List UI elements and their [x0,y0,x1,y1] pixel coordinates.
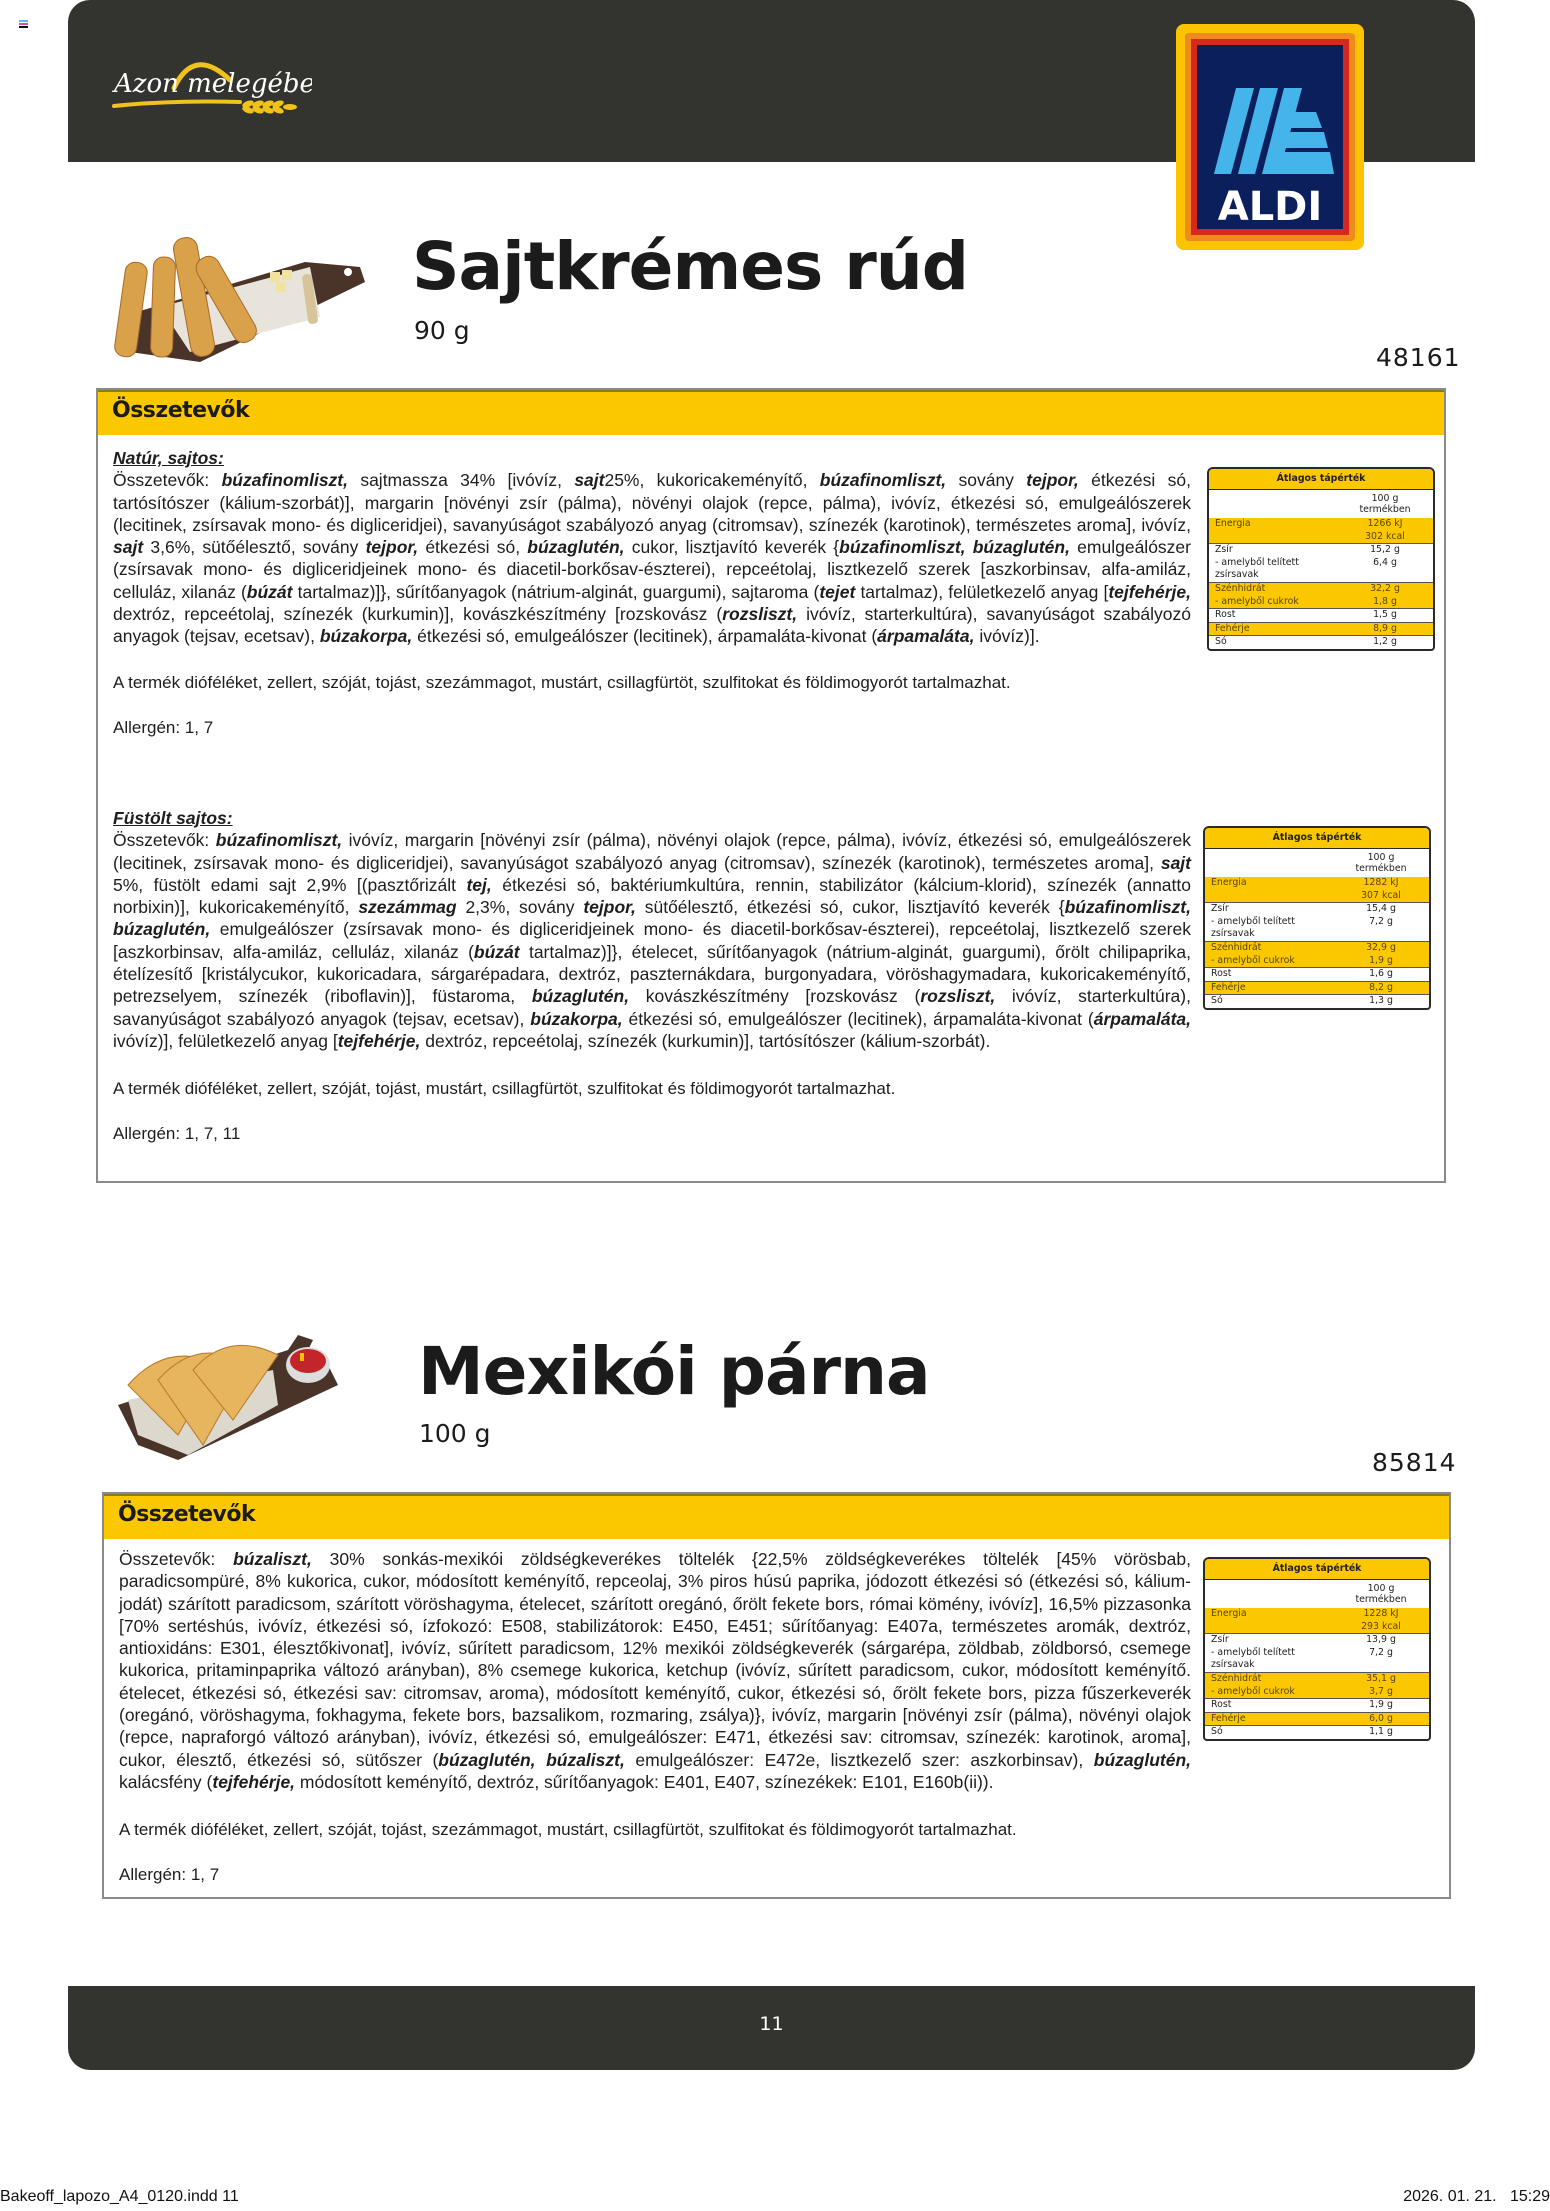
allergen-ingredient: sajt [1160,852,1191,873]
nutrition-value: 1,3 g [1369,995,1393,1007]
allergen-ingredient: búzakorpa, [319,626,413,647]
ingredients-prefix: Összetevők: [119,1549,234,1569]
nutrition-row [1205,1672,1429,1686]
nutrition-table-title: Átlagos tápérték [1205,828,1429,849]
nutrition-row [1209,543,1433,557]
nutrition-row [1205,1621,1429,1634]
nutrition-row [1205,955,1429,968]
nutrition-row [1205,1633,1429,1647]
nutrition-label: Só [1211,995,1223,1007]
nutrition-label: - amelyből cukrok [1215,595,1299,607]
nutrition-value: 15,2 g [1370,544,1400,556]
allergen-ingredient: árpamaláta, [877,626,975,647]
allergen-ingredient: tej, [466,874,492,895]
brand-script-text: Azon melegében [114,69,312,99]
allergen-ingredient: búzafinomliszt, búzaglutén, [113,897,1191,940]
nutrition-label [1211,1621,1337,1634]
nutrition-value: 6,4 g [1373,556,1397,568]
product-code: 85814 [1372,1448,1457,1477]
nutrition-row [1209,518,1433,531]
allergen-ingredient: szezámmag [358,897,457,918]
may-contain-note: A termék dióféléket, zellert, szóját, tojást, mustárt, csillagfürtöt, szulfitokat és földimogyorót tartalmazhat. [113,1079,896,1098]
product-title: Sajtkrémes rúd [412,228,969,305]
nutrition-label: Energia [1215,518,1251,529]
nutrition-row [1205,994,1429,1008]
allergen-ingredient: tejfehérje, [1108,581,1192,602]
nutrition-table-title: Átlagos tápérték [1209,469,1433,490]
nutrition-row [1205,1698,1429,1712]
page-number: 11 [759,2013,784,2035]
nutrition-label: Energia [1211,1608,1247,1619]
nutrition-value: 1,5 g [1373,609,1397,621]
allergen-ingredient: búzakorpa, [530,1008,623,1029]
allergen-ingredient: búzafinomliszt, búzaglutén, [839,537,1070,558]
nutrition-value: 32,2 g [1370,582,1400,594]
nutrition-row [1205,1686,1429,1699]
nutrition-value: 13,9 g [1366,1634,1396,1646]
variant-name: Natúr, sajtos: [113,448,224,468]
nutrition-per-header: 100 g termékben [1355,1583,1407,1605]
nutrition-value: 1,2 g [1373,636,1397,648]
nutrition-per-header: 100 g termékben [1359,493,1411,515]
variant-name: Füstölt sajtos: [113,808,233,828]
nutrition-label: - amelyből telített zsírsavak [1211,1646,1295,1671]
nutrition-value: 1282 kJ [1363,877,1399,888]
allergen-ingredient: rozsliszt, [722,604,798,625]
nutrition-label: Rost [1211,968,1232,980]
nutrition-value: 302 kcal [1365,530,1405,542]
nutrition-row [1205,890,1429,903]
nutrition-table-title: Átlagos tápérték [1205,1559,1429,1580]
nutrition-value: 1,1 g [1369,1726,1393,1738]
allergen-ingredient: tejpor, [365,537,419,558]
allergen-ingredient: tejpor, [583,897,636,918]
nutrition-value: 293 kcal [1361,1620,1401,1632]
product-photo-sajtkremes-rud [110,222,380,367]
allergen-ingredient: búzaglutén, búzaliszt, [438,1749,625,1770]
nutrition-value: 1,8 g [1373,595,1397,607]
nutrition-label: Zsír [1211,1634,1229,1646]
nutrition-value: 1,9 g [1369,954,1393,966]
nutrition-label: Zsír [1215,544,1233,556]
product-photo-mexikoi-parna [108,1325,380,1460]
nutrition-row [1209,622,1433,636]
nutrition-label: Só [1215,636,1227,648]
nutrition-row [1205,1725,1429,1739]
ingredients-body: búzafinomliszt, ivóvíz, margarin [növényi zsír (pálma), növényi olajok (repce, pálma), ivóvíz, étkezési só, emulgeálószerek (lecitinek, zsírsavak mono- és digliceridjei), savanyúságot szabályozó anyag (citromsav), színezék (karotinok), természetes aroma], sajt 5%, füstölt edami sajt 2,9% [(pasztőrizált tej, étkezési só, baktériumkultúra, rennin, stabilizátor (kálcium-klorid), színezék (annatto norbixin)], kukoricakeményítő, szezámmag 2,3%, sovány tejpor, sütőélesztő, étkezési só, cukor, lisztjavító keverék {búzafinomliszt, búzaglutén, emulgeálószer (zsírsavak mono- és digliceridjeinek mono- és diacetil-borkősav-észterei), repceétolaj, lisztkezelő szerek [aszkorbinsav, alfa-amiláz, celluláz, xilanáz (búzát tartalmaz)]}, ételecet, sűrítőanyagok (nátrium-alginát, guargumi), őrölt chilipaprika, ételízesítő [kristálycukor, kukoricadara, sárgarépadara, dextróz, paszternákdara, burgonyadara, vöröshagymadara, kukoricakeményítő, petrezselyem, színezék (riboflavin)], füstaroma, búzaglutén, kovászkészítmény [rozskovász (rozsliszt, ivóvíz, starterkultúra), savanyúságot szabályozó anyagok (tejsav, ecetsav), búzakorpa, étkezési só, emulgeálószer (lecitinek), árpamaláta-kivonat (árpamaláta, ivóvíz)], felületkezelő anyag [tejfehérje, dextróz, repceétolaj, színezék (kurkumin)], tartósítószer (kálium-szorbát). [113,830,1191,1051]
product-code: 48161 [1376,343,1461,372]
ingredients-body: búzaliszt, 30% sonkás-mexikói zöldségkeverékes töltelék {22,5% zöldségkeverékes töltelék [45% vörösbab, paradicsompüré, 8% kukorica, cukor, módosított keményítő, repceolaj, 3% piros húsú paprika, jódozott étkezési só (étkezési só, kálium-jodát) szárított paradicsom, szárított vöröshagyma, ételecet, szárított oregánó, őrölt fekete bors, római kömény, ivóvíz], 16,5% pizzasonka [70% sertéshús, ivóvíz, étkezési só, ízfokozó: E508, stabilizátorok: E450, E451; sűrítőanyag: E407a, természetes aromák, dextróz, antioxidáns: E301, élesztőkivonat], ivóvíz, sűrített paradicsom, 12% mexikói zöldségkeverék (sárgarépa, zöldbab, zöldborsó, csemege kukorica, pritaminpaprika változó arányban), 8% csemege kukorica, ketchup (ivóvíz, sűrített paradicsom, cukor, módosított keményítő. ételecet, étkezési só, étkezési sav: citromsav, aroma), módosított keményítő, cukor, étkezési só, őrölt fekete bors, pizza fűszerkeverék (oregánó, vöröshagyma, fokhagyma, fekete bors, bazsalikom, rozmaring, zsálya)}, ivóvíz, margarin [növényi zsír (pálma), növényi olajok (repce, napraforgó változó arányban), ivóvíz, étkezési só, emulgeálószer: E471, étkezési sav: citromsav, színezék: karotinok, aroma], cukor, élesztő, étkezési só, sütőszer (búzaglutén, búzaliszt, emulgeálószer: E472e, lisztkezelő szer: aszkorbinsav), búzaglutén, kalácsfény (tejfehérje, módosított keményítő, dextróz, sűrítőanyagok: E401, E407, színezékek: E101, E160b(ii)). [119,1549,1191,1792]
print-registration-mark [19,20,28,28]
allergen-ingredient: árpamaláta, [1093,1008,1191,1029]
nutrition-value: 3,7 g [1369,1685,1393,1697]
nutrition-label: Energia [1211,877,1247,888]
nutrition-label: - amelyből telített zsírsavak [1211,915,1295,940]
allergen-ingredient: búzaglutén, [531,986,630,1007]
nutrition-label: Rost [1215,609,1236,621]
allergen-ingredient: búzaglutén, [1093,1749,1191,1770]
allergen-note: Allergén: 1, 7 [113,718,214,737]
nutrition-label: Szénhidrát [1211,1672,1262,1684]
nutrition-value: 1266 kJ [1367,518,1403,529]
allergen-ingredient: búzaglutén, [527,537,625,558]
nutrition-label: - amelyből cukrok [1211,1685,1295,1697]
allergen-note: Allergén: 1, 7, 11 [113,1124,241,1143]
nutrition-row [1205,902,1429,916]
section-header-label: Összetevők [118,1502,256,1527]
nutrition-row [1209,596,1433,609]
nutrition-value: 35,1 g [1366,1672,1396,1684]
nutrition-value: 6,0 g [1369,1712,1393,1724]
nutrition-row [1209,608,1433,622]
allergen-ingredient: rozsliszt, [920,986,996,1007]
print-slug-filename: Bakeoff_lapozo_A4_0120.indd 11 [0,2188,239,2205]
allergen-ingredient: tejet [819,581,856,602]
nutrition-value: 8,2 g [1369,981,1393,993]
product-weight: 100 g [419,1419,491,1448]
product-title: Mexikói párna [418,1333,930,1410]
allergen-note: Allergén: 1, 7 [119,1865,220,1884]
nutrition-row [1209,531,1433,544]
nutrition-table-fustolt-sajtos [1203,826,1431,1010]
nutrition-label: Fehérje [1211,981,1246,993]
nutrition-row [1209,582,1433,596]
allergen-ingredient: búzát [246,581,293,602]
nutrition-row [1205,941,1429,955]
ingredients-text-fustolt-sajtos [113,807,1191,1052]
section-header [98,390,1444,435]
nutrition-row [1205,877,1429,890]
nutrition-row [1205,1608,1429,1621]
nutrition-label: - amelyből cukrok [1211,954,1295,966]
nutrition-label: Szénhidrát [1215,582,1266,594]
nutrition-row [1209,635,1433,649]
footer-band [68,1986,1475,2070]
allergen-ingredient: tejfehérje, [337,1030,421,1051]
may-contain-note: A termék dióféléket, zellert, szóját, tojást, szezámmagot, mustárt, csillagfürtöt, szulfitokat és földimogyorót tartalmazhat. [113,673,1011,692]
ingredients-text-mexikoi-parna [119,1548,1191,1793]
nutrition-label: Fehérje [1211,1712,1246,1724]
nutrition-value: 7,2 g [1369,915,1393,927]
nutrition-value: 307 kcal [1361,889,1401,901]
nutrition-row [1205,1647,1429,1672]
nutrition-per-header: 100 g termékben [1355,852,1407,874]
allergen-ingredient: búzát [473,941,520,962]
nutrition-value: 1,9 g [1369,1699,1393,1711]
allergen-ingredient: búzafinomliszt, [221,470,348,491]
ingredients-prefix: Összetevők: [113,470,222,491]
ingredients-text-natur-sajtos [113,447,1191,648]
nutrition-label: Szénhidrát [1211,941,1262,953]
nutrition-value: 1,6 g [1369,968,1393,980]
nutrition-row [1205,967,1429,981]
allergen-ingredient: búzafinomliszt, [819,470,947,491]
nutrition-row [1205,981,1429,995]
nutrition-label: Só [1211,1726,1223,1738]
nutrition-row [1205,916,1429,941]
nutrition-table-mexikoi-parna [1203,1557,1431,1741]
may-contain-note: A termék dióféléket, zellert, szóját, tojást, szezámmagot, mustárt, csillagfürtöt, szulfitokat és földimogyorót tartalmazhat. [119,1820,1017,1839]
print-slug-datetime: 2026. 01. 21. 15:29 [1403,2188,1550,2205]
nutrition-value: 1228 kJ [1363,1608,1399,1619]
aldi-wordmark: ALDI [1217,184,1323,230]
allergen-ingredient: búzafinomliszt, [215,830,343,851]
nutrition-value: 15,4 g [1366,903,1396,915]
nutrition-value: 32,9 g [1366,941,1396,953]
nutrition-label: Zsír [1211,903,1229,915]
allergen-ingredient: tejpor, [1026,470,1079,491]
section-header [104,1494,1449,1539]
nutrition-label: - amelyből telített zsírsavak [1215,556,1299,581]
brand-logo-azon-melegeben [112,48,312,118]
product-weight: 90 g [414,316,470,345]
allergen-ingredient: búzaliszt, [233,1549,312,1569]
ingredients-prefix: Összetevők: [113,830,216,851]
section-header-label: Összetevők [112,398,250,423]
nutrition-row [1209,557,1433,582]
aldi-logo [1176,24,1364,250]
nutrition-label: Rost [1211,1699,1232,1711]
allergen-ingredient: tejfehérje, [212,1771,296,1792]
nutrition-label: Fehérje [1215,622,1250,634]
nutrition-row [1205,1712,1429,1726]
nutrition-label [1215,531,1341,544]
allergen-ingredient: sajt [113,537,144,558]
nutrition-label [1211,890,1337,903]
ingredients-body: búzafinomliszt, sajtmassza 34% [ivóvíz, sajt25%, kukoricakeményítő, búzafinomliszt, sovány tejpor, étkezési só, tartósítószer (kálium-szorbát)], margarin [növényi zsír (pálma), növényi olajok (repce, pálma), ivóvíz, étkezési só, emulgeálószerek (lecitinek, zsírsavak mono- és digliceridjei), savanyúságot szabályozó anyag (citromsav), színezék (karotinok), természetes aroma], ivóvíz, sajt 3,6%, sütőélesztő, sovány tejpor, étkezési só, búzaglutén, cukor, lisztjavító keverék {búzafinomliszt, búzaglutén, emulgeálószer (zsírsavak mono- és digliceridjeinek mono- és diacetil-borkősav-észterei), repceétolaj, lisztkezelő szerek [aszkorbinsav, alfa-amiláz, celluláz, xilanáz (búzát tartalmaz)]}, sűrítőanyagok (nátrium-alginát, guargumi), sajtaroma (tejet tartalmaz), felületkezelő anyag [tejfehérje, dextróz, repceétolaj, színezék (kurkumin)], kovászkészítmény [rozskovász (rozsliszt, ivóvíz, starterkultúra), savanyúságot szabályozó anyagok (tejsav, ecetsav), búzakorpa, étkezési só, emulgeálószer (lecitinek), árpamaláta-kivonat (árpamaláta, ivóvíz)]. [113,470,1192,647]
nutrition-value: 7,2 g [1369,1646,1393,1658]
allergen-ingredient: sajt [574,470,605,491]
nutrition-value: 8,9 g [1373,622,1397,634]
nutrition-table-natur-sajtos [1207,467,1435,651]
